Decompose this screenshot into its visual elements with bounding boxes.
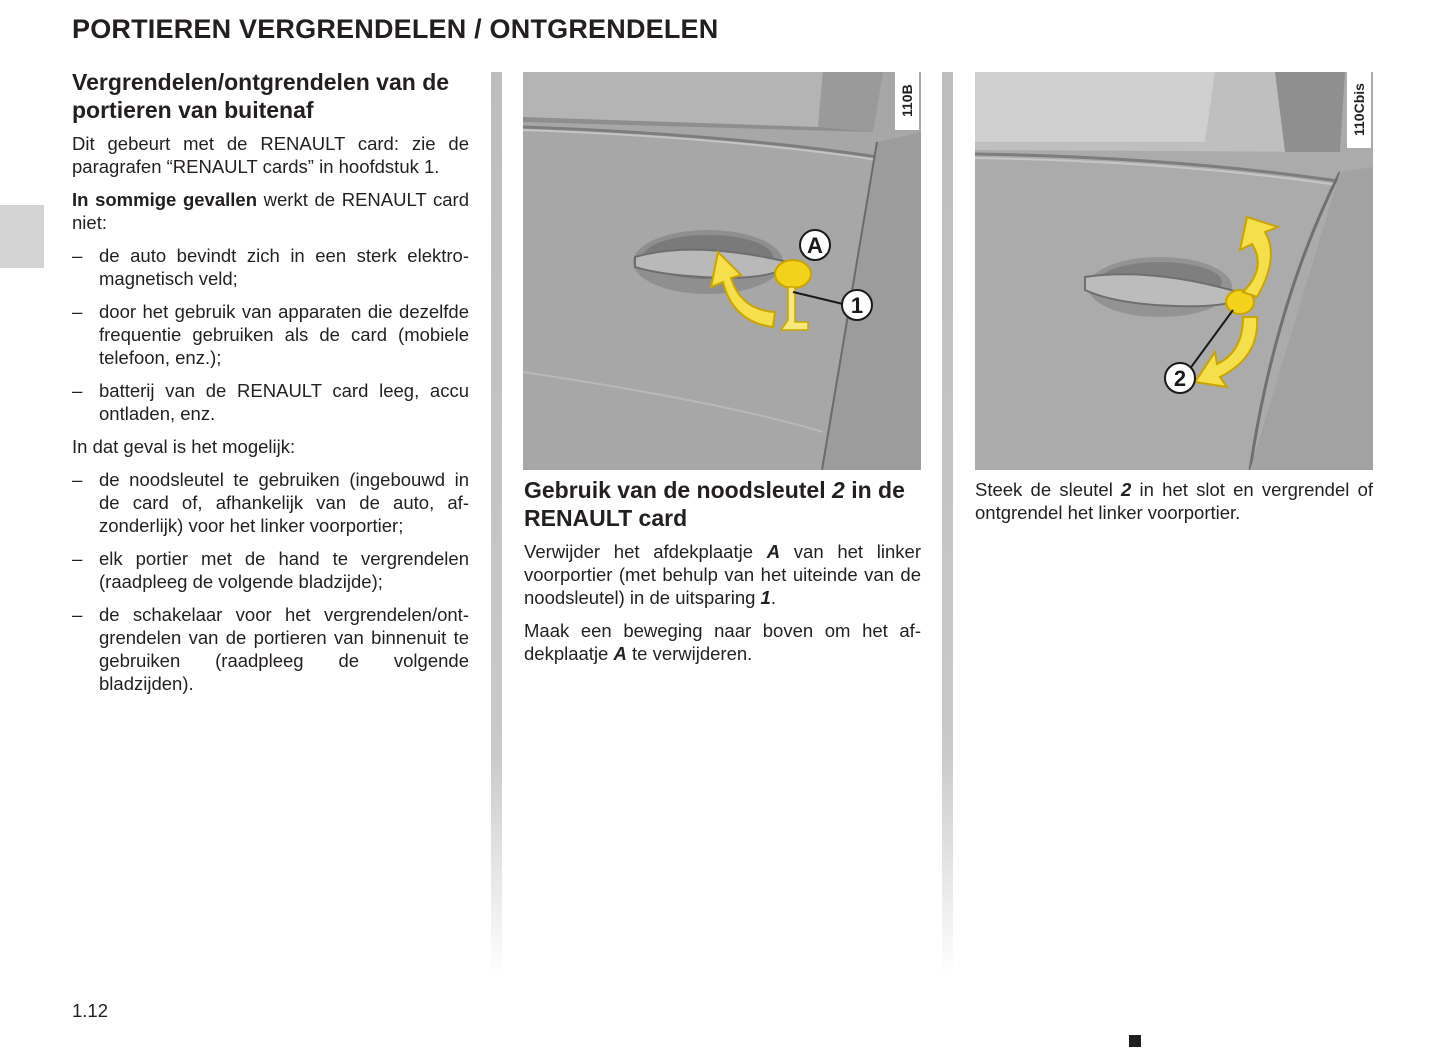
text-run: Steek de sleutel <box>975 479 1122 500</box>
list-item: – batterij van de RENAULT card leeg, accu ontladen, enz. <box>72 379 469 425</box>
options-list <box>72 468 469 695</box>
section-heading-outside-locking: Vergrendelen/ontgrendelen van de portieren van buitenaf <box>72 69 450 123</box>
callout-label-2: 2 <box>1173 366 1187 391</box>
door-illustration-1 <box>523 72 921 470</box>
text-run: . <box>770 587 776 608</box>
figure-code: 110B <box>895 72 919 130</box>
possible-intro: In dat geval is het mogelijk: <box>72 436 296 457</box>
ref-a: A <box>766 541 781 562</box>
cases-rest: werkt de RENAULT card niet: <box>72 189 469 233</box>
text-run: te verwijderen. <box>626 643 753 664</box>
heading-number: 2 <box>832 477 845 503</box>
instruction-paragraph <box>524 540 921 609</box>
column-separator <box>491 72 502 977</box>
callout-label-a: A <box>807 233 823 258</box>
ref-1: 1 <box>760 587 771 608</box>
section-heading-emergency-key <box>524 476 921 532</box>
cases-paragraph <box>72 188 469 234</box>
end-of-section-mark <box>1129 1035 1141 1047</box>
figure-code: 110Cbis <box>1347 72 1371 148</box>
ref-a: A <box>613 643 627 664</box>
heading-part: Gebruik van de noodsleutel <box>524 477 833 503</box>
cases-list <box>72 244 469 425</box>
cases-bold: In sommige gevallen <box>72 189 257 210</box>
text-run: van het linker voorportier (met behulp van het uiteinde van de noodsleutel) in de uitsparing <box>524 541 921 608</box>
instruction-paragraph <box>975 478 1373 524</box>
column-left <box>72 68 469 705</box>
ref-2: 2 <box>1121 479 1132 500</box>
column-separator <box>942 72 953 977</box>
figure-door-handle-cover <box>523 72 921 470</box>
column-middle <box>524 476 921 675</box>
chapter-tab-marker <box>0 205 44 268</box>
figure-key-in-lock <box>975 72 1373 470</box>
text-run: Verwijder het afdekplaatje <box>524 541 767 562</box>
callout-label-1: 1 <box>850 293 864 318</box>
list-item: – door het gebruik van apparaten die dezelfde frequentie gebruiken als de card (mobiele telefoon, enz.); <box>72 300 469 369</box>
text-run: in het slot en vergrendel of ontgrendel het linker voorportier. <box>975 479 1373 523</box>
page-number: 1.12 <box>72 1000 109 1021</box>
door-illustration-2 <box>975 72 1373 470</box>
list-item: – de noodsleutel te gebruiken (ingebouwd in de card of, afhankelijk van de auto, afzonderlijk) voor het linker voorportier; <box>72 468 469 537</box>
page-title: PORTIEREN VERGRENDELEN / ONTGRENDELEN <box>72 14 719 44</box>
text-run: Maak een beweging naar boven om het afdekplaatje <box>524 620 921 664</box>
list-item: – elk portier met de hand te vergrendelen (raadpleeg de volgende bladzijde); <box>72 547 469 593</box>
heading-part: in de RENAULT card <box>524 477 905 531</box>
list-item: – de auto bevindt zich in een sterk elektromagnetisch veld; <box>72 244 469 290</box>
column-right <box>975 478 1373 534</box>
instruction-paragraph <box>524 619 921 665</box>
intro-paragraph: Dit gebeurt met de RENAULT card: zie de paragrafen “RENAULT cards” in hoofdstuk 1. <box>72 133 469 177</box>
list-item: – de schakelaar voor het vergrendelen/ontgrendelen van de portieren van binnenuit te gebruiken (raadpleeg de volgende bladzijden). <box>72 603 469 695</box>
